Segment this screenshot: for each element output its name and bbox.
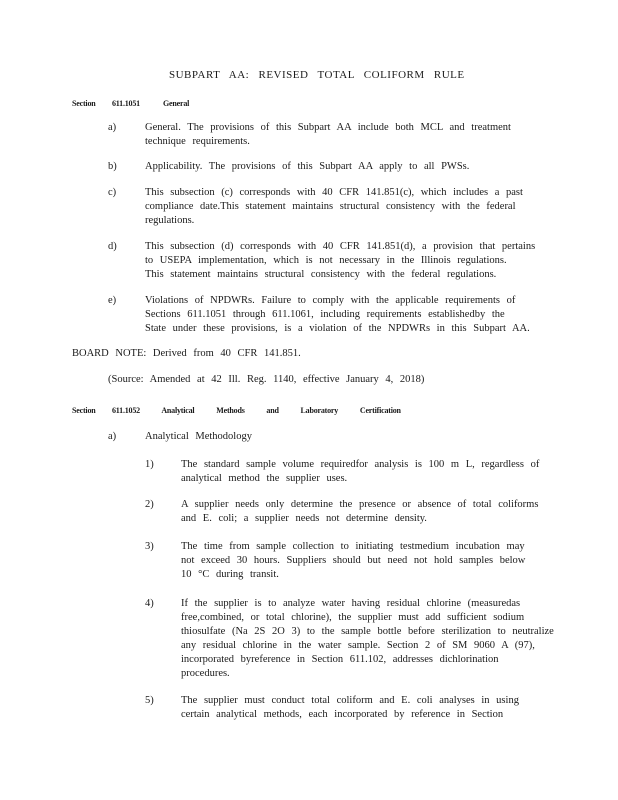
paragraph-line: technique requirements. <box>145 136 250 147</box>
item-marker: b) <box>108 161 117 172</box>
paragraph-line: any residual chlorine in the water sample. Section 2 of SM 9060 A (97), <box>181 640 535 651</box>
paragraph-line: compliance date.This statement maintains structural consistency with the federal <box>145 201 516 212</box>
paragraph-line: to USEPA implementation, which is not necessary in the Illinois regulations. <box>145 255 507 266</box>
item-marker: 2) <box>145 499 154 510</box>
paragraph-line: not exceed 30 hours. Suppliers should but need not hold samples below <box>181 555 526 566</box>
paragraph-line: free,combined, or total chlorine), the supplier must add sufficient sodium <box>181 612 525 623</box>
section-number: 611.1051 <box>112 99 140 108</box>
paragraph <box>181 458 539 486</box>
source-note: (Source: Amended at 42 Ill. Reg. 1140, effective January 4, 2018) <box>108 374 425 385</box>
paragraph-line: 10 °C during transit. <box>181 569 279 580</box>
page-title: SUBPART AA: REVISED TOTAL COLIFORM RULE <box>169 69 465 81</box>
paragraph-line: Sections 611.1051 through 611.1061, including requirements establishedby the <box>145 309 505 320</box>
paragraph-line: A supplier needs only determine the presence or absence of total coliforms <box>181 499 539 510</box>
item-marker: d) <box>108 241 117 252</box>
paragraph-line: This subsection (d) corresponds with 40 CFR 141.851(d), a provision that pertains <box>145 241 536 252</box>
paragraph <box>181 498 538 526</box>
paragraph-line: procedures. <box>181 668 230 679</box>
paragraph <box>145 186 523 228</box>
board-note: BOARD NOTE: Derived from 40 CFR 141.851. <box>72 348 301 359</box>
item-marker: 5) <box>145 695 154 706</box>
paragraph <box>181 540 525 582</box>
paragraph-line: regulations. <box>145 215 195 226</box>
paragraph <box>145 121 511 149</box>
item-marker: 4) <box>145 598 154 609</box>
subsection-heading: Analytical Methodology <box>145 431 252 442</box>
paragraph-line: Applicability. The provisions of this Subpart AA apply to all PWSs. <box>145 161 470 172</box>
paragraph-line: This statement maintains structural consistency with the federal regulations. <box>145 269 497 280</box>
paragraph <box>145 240 535 282</box>
paragraph <box>145 294 530 336</box>
item-marker: 1) <box>145 459 154 470</box>
item-marker: e) <box>108 295 117 306</box>
section-label: Section <box>72 406 96 415</box>
paragraph-line: The supplier must conduct total coliform and E. coli analyses in using <box>181 695 519 706</box>
paragraph <box>145 160 469 174</box>
paragraph-line: The time from sample collection to initiating testmedium incubation may <box>181 541 525 552</box>
section-number-and-title <box>112 404 401 418</box>
item-marker: a) <box>108 122 117 133</box>
section-title: Analytical Methods and Laboratory Certification <box>161 406 401 415</box>
paragraph-line: analytical method the supplier uses. <box>181 473 348 484</box>
paragraph-line: The standard sample volume requiredfor analysis is 100 m L, regardless of <box>181 459 540 470</box>
item-marker: c) <box>108 187 117 198</box>
item-marker: 3) <box>145 541 154 552</box>
paragraph-line: This subsection (c) corresponds with 40 CFR 141.851(c), which includes a past <box>145 187 523 198</box>
paragraph-line: incorporated byreference in Section 611.102, addresses dichlorination <box>181 654 499 665</box>
paragraph-line: State under these provisions, is a violation of the NPDWRs in this Subpart AA. <box>145 323 530 334</box>
section-title: General <box>163 99 190 108</box>
item-marker: a) <box>108 431 117 442</box>
paragraph-line: General. The provisions of this Subpart AA include both MCL and treatment <box>145 122 511 133</box>
paragraph-line: certain analytical methods, each incorporated by reference in Section <box>181 709 504 720</box>
section-number: 611.1052 <box>112 406 140 415</box>
paragraph <box>181 597 554 681</box>
paragraph-line: If the supplier is to analyze water having residual chlorine (measuredas <box>181 598 521 609</box>
paragraph-line: and E. coli; a supplier needs not determine density. <box>181 513 427 524</box>
paragraph-line: Violations of NPDWRs. Failure to comply with the applicable requirements of <box>145 295 516 306</box>
paragraph <box>181 694 519 722</box>
paragraph-line: thiosulfate (Na 2S 2O 3) to the sample bottle before sterilization to neutralize <box>181 626 554 637</box>
section-label: Section <box>72 99 96 108</box>
